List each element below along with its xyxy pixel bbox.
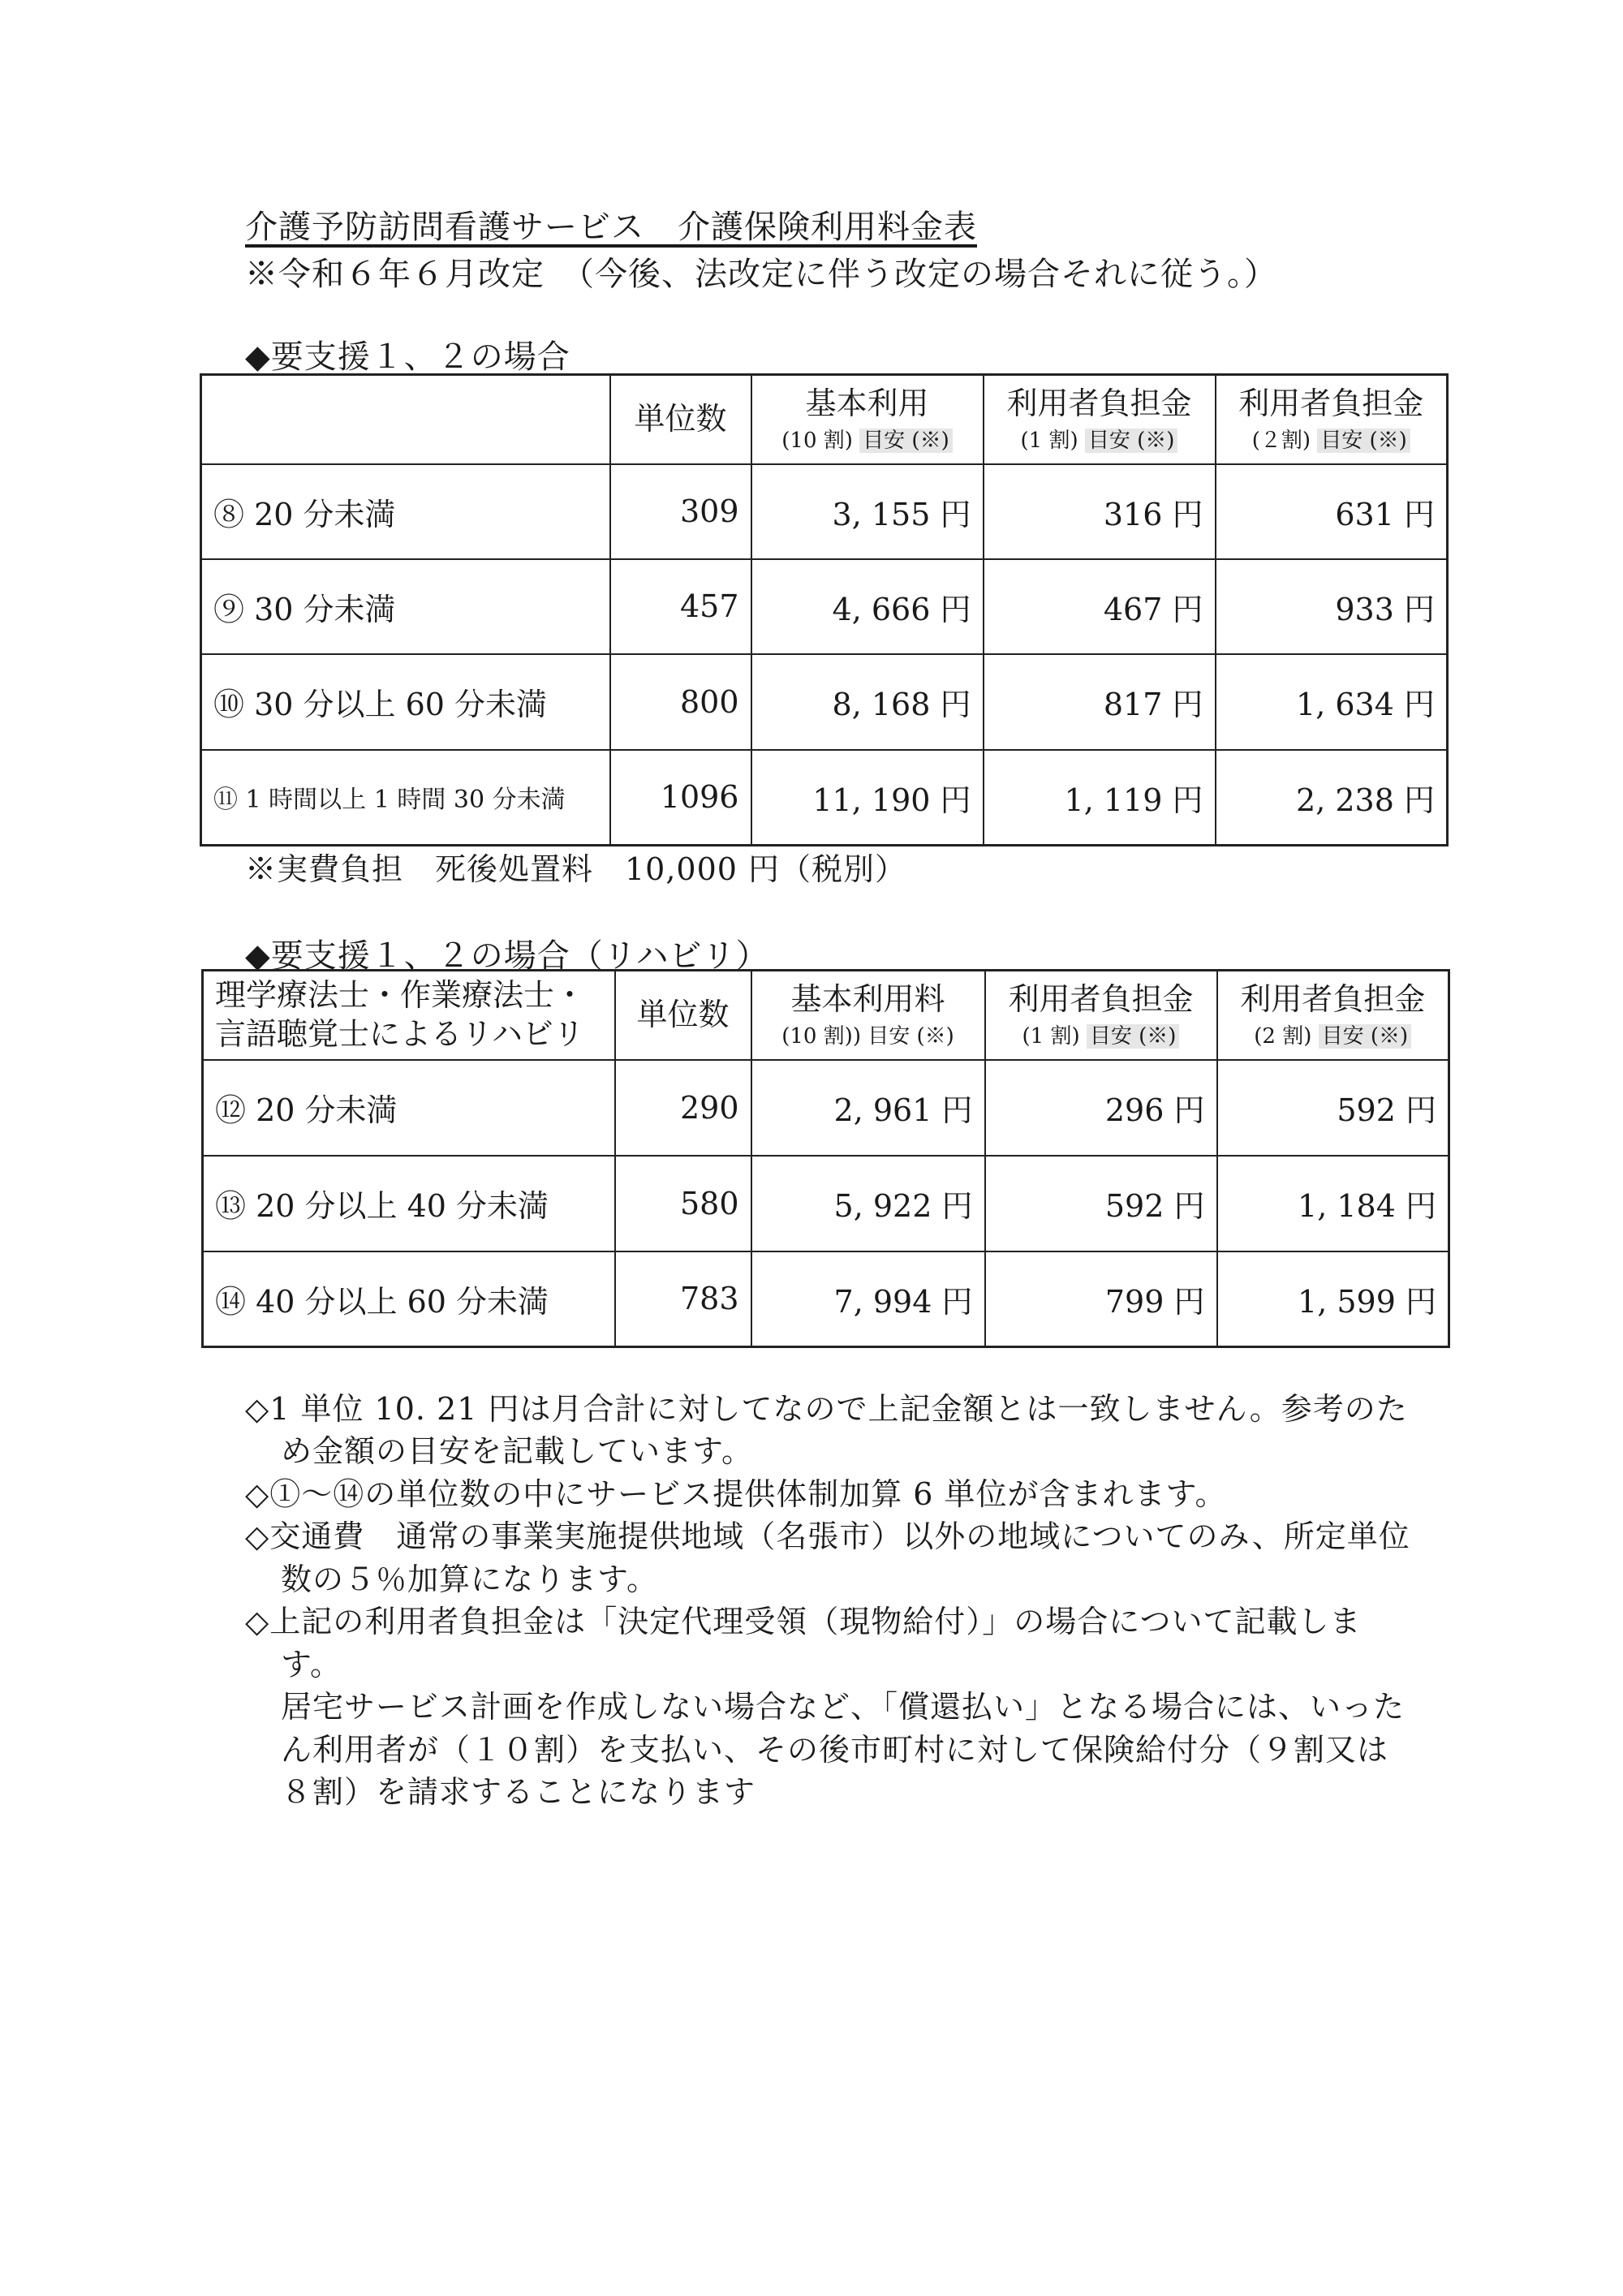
table-header-row [201, 375, 1448, 464]
row-label: ⑫ 20 分未満 [203, 1060, 615, 1156]
header-user2-label: 利用者負担金 [1240, 980, 1426, 1017]
table-row [203, 1060, 1449, 1156]
note-reimbursement: 居宅サービス計画を作成しない場合など、「償還払い」となる場合には、いったん利用者が（１０割）を支払い、その後市町村に対して保険給付分（９割又は８割）を請求することになります [281, 1689, 1406, 1810]
header-user1-label: 利用者負担金 [1008, 980, 1194, 1017]
header-user2-sub-prefix: (2 割) [1254, 1024, 1319, 1049]
revision-note: ※令和６年６月改定 （今後、法改定に伴う改定の場合それに従う。） [245, 256, 1277, 293]
header-basic-label: 基本利用 [805, 385, 929, 421]
row-basic: 4, 666 円 [751, 559, 984, 654]
row-label: ⑪ 1 時間以上 1 時間 30 分未満 [201, 750, 610, 846]
row-units: 1096 [610, 750, 751, 846]
table-row [201, 750, 1448, 846]
row-units: 783 [615, 1251, 751, 1347]
row-user2: 2, 238 円 [1216, 750, 1448, 846]
row-basic: 5, 922 円 [751, 1156, 985, 1251]
row-user2: 631 円 [1216, 464, 1448, 559]
header-user2 [1216, 375, 1448, 464]
header-basic [751, 375, 984, 464]
table-row [201, 654, 1448, 750]
header-user2-sub-estimate: 目安 (※) [1317, 429, 1410, 453]
row-user1: 1, 119 円 [984, 750, 1216, 846]
row-units: 800 [610, 654, 751, 750]
header-user1 [985, 971, 1217, 1060]
row-user2: 933 円 [1216, 559, 1448, 654]
row-label: ⑧ 20 分未満 [201, 464, 610, 559]
row-user1: 817 円 [984, 654, 1216, 750]
fee-table-support [200, 373, 1449, 846]
header-user1-sub-prefix: (1 割) [1020, 429, 1085, 454]
row-units: 309 [610, 464, 751, 559]
section2-title: ◆要支援１、２の場合（リハビリ） [245, 937, 769, 975]
header-user1 [984, 375, 1216, 464]
header-basic-sub [756, 428, 979, 454]
row-label: ⑭ 40 分以上 60 分未満 [203, 1251, 615, 1347]
table-header-row [203, 971, 1449, 1060]
header-user1-label: 利用者負担金 [1006, 385, 1192, 421]
row-basic: 8, 168 円 [751, 654, 984, 750]
header-basic-label: 基本利用料 [790, 980, 945, 1017]
row-user1: 799 円 [985, 1251, 1217, 1347]
row-basic: 3, 155 円 [751, 464, 984, 559]
header-user2-sub-prefix: (２割) [1251, 429, 1318, 454]
section1-title: ◆要支援１、２の場合 [245, 338, 570, 376]
row-user1: 296 円 [985, 1060, 1217, 1156]
header-units [615, 971, 751, 1060]
header-user2-sub [1220, 428, 1444, 454]
row-units: 580 [615, 1156, 751, 1251]
header-units [610, 375, 751, 464]
header-user2-label: 利用者負担金 [1238, 385, 1424, 421]
header-units-label: 単位数 [636, 997, 730, 1032]
header-user2-sub [1221, 1023, 1445, 1050]
header-user1-sub [988, 428, 1212, 454]
row-user1: 592 円 [985, 1156, 1217, 1251]
header-basic-sub-estimate: 目安 (※) [859, 429, 953, 453]
row-units: 290 [615, 1060, 751, 1156]
header-blank [201, 375, 610, 464]
header-category [203, 971, 615, 1060]
header-basic [751, 971, 985, 1060]
row-basic: 11, 190 円 [751, 750, 984, 846]
header-user1-sub-prefix: (1 割) [1022, 1024, 1087, 1049]
table-row [203, 1251, 1449, 1347]
row-user1: 316 円 [984, 464, 1216, 559]
header-user1-sub-estimate: 目安 (※) [1085, 429, 1178, 453]
header-category-line1: 理学療法士・作業療法士・ [215, 977, 586, 1014]
row-units: 457 [610, 559, 751, 654]
document-title: 介護予防訪問看護サービス 介護保険利用料金表 [245, 209, 977, 246]
row-basic: 7, 994 円 [751, 1251, 985, 1347]
note-user-payment: ◇上記の利用者負担金は「決定代理受領（現物給付）」の場合について記載します。 [245, 1604, 1362, 1682]
table-row [201, 559, 1448, 654]
row-user2: 1, 599 円 [1217, 1251, 1449, 1347]
row-user2: 1, 184 円 [1217, 1156, 1449, 1251]
row-label: ⑨ 30 分未満 [201, 559, 610, 654]
footnotes [245, 1388, 1414, 1813]
header-user2-sub-estimate: 目安 (※) [1319, 1024, 1412, 1049]
table-row [201, 464, 1448, 559]
header-category-line2: 言語聴覚士によるリハビリ [215, 1015, 584, 1052]
row-label: ⑩ 30 分以上 60 分未満 [201, 654, 610, 750]
row-label: ⑬ 20 分以上 40 分未満 [203, 1156, 615, 1251]
header-user1-sub [989, 1023, 1213, 1050]
note-transport: ◇交通費 通常の事業実施提供地域（名張市）以外の地域についてのみ、所定単位数の５％加算になります。 [245, 1518, 1410, 1597]
note-unit-price: ◇1 単位 10. 21 円は月合計に対してなので上記金額とは一致しません。参考のため金額の目安を記載しています。 [245, 1391, 1408, 1470]
note-service-addition: ◇①～⑭の単位数の中にサービス提供体制加算 6 単位が含まれます。 [245, 1475, 1227, 1512]
actual-cost-note: ※実費負担 死後処置料 10,000 円（税別） [245, 851, 907, 887]
row-user1: 467 円 [984, 559, 1216, 654]
header-user2 [1217, 971, 1449, 1060]
fee-table-rehab [201, 969, 1450, 1348]
row-user2: 1, 634 円 [1216, 654, 1448, 750]
table-row [203, 1156, 1449, 1251]
row-user2: 592 円 [1217, 1060, 1449, 1156]
header-basic-sub: (10 割)) 目安 (※) [781, 1024, 954, 1049]
header-units-label: 単位数 [634, 401, 727, 437]
header-basic-sub-prefix: (10 割) [781, 429, 860, 454]
header-user1-sub-estimate: 目安 (※) [1087, 1024, 1180, 1049]
row-basic: 2, 961 円 [751, 1060, 985, 1156]
